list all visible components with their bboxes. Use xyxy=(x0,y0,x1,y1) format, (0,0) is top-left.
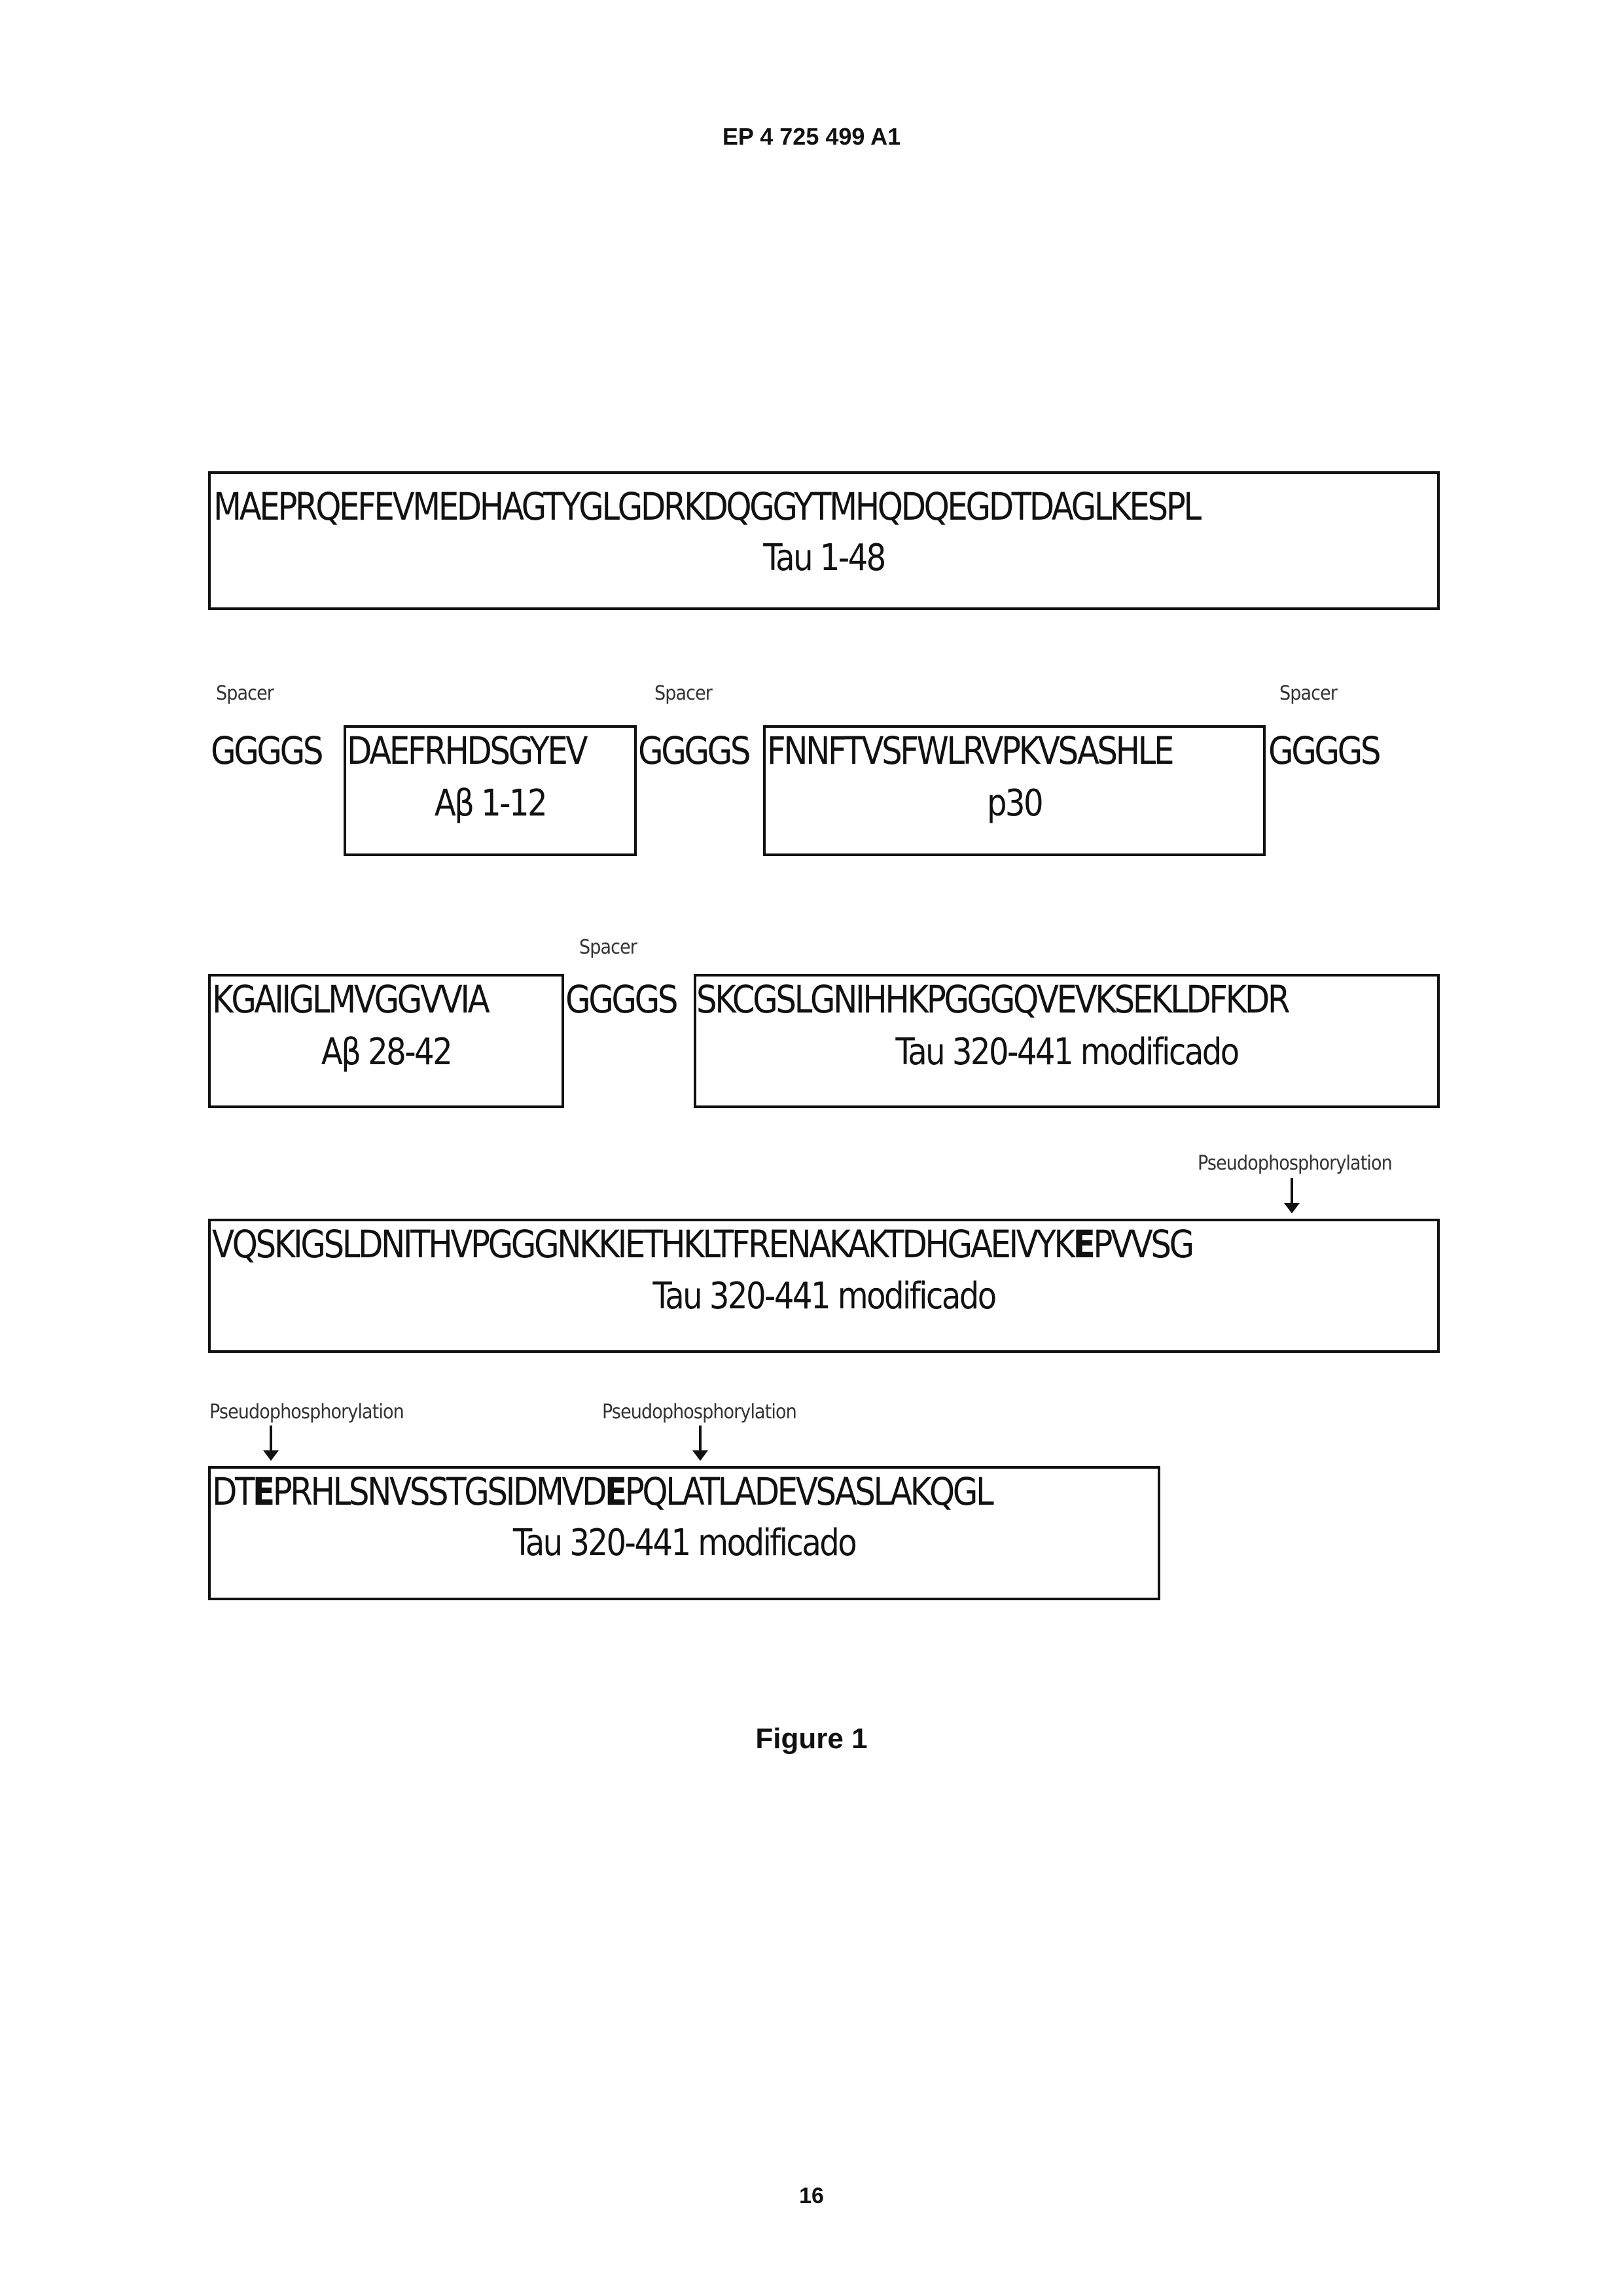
sequence-segment: PQLATLADEVSASLAKQGL xyxy=(624,1469,992,1514)
sequence-segment: DT xyxy=(212,1469,253,1514)
pseudophosphorylation-annotation: Pseudophosphorylation xyxy=(209,1401,404,1424)
sequence-segment: VQSKIGSLDNITHVPGGGNKKIETHKLTFRENAKAKTDHGAEIVYK xyxy=(212,1222,1073,1266)
abeta-1-12-sequence: DAEFRHDSGYEV xyxy=(347,728,586,773)
p30-label: p30 xyxy=(986,782,1043,825)
tau-320-441-label: Tau 320-441 modificado xyxy=(895,1031,1238,1073)
pseudophosphorylated-residue: E xyxy=(253,1469,273,1514)
spacer-label: Spacer xyxy=(1279,682,1337,705)
tau-320-441-label: Tau 320-441 modificado xyxy=(512,1522,856,1564)
spacer-label: Spacer xyxy=(579,936,637,959)
sequence-segment: PVVSG xyxy=(1093,1222,1192,1266)
patent-number: EP 4 725 499 A1 xyxy=(722,123,901,150)
spacer-sequence: GGGGS xyxy=(211,728,322,773)
tau-320-441-sequence xyxy=(212,1469,992,1514)
abeta-28-42-label: Aβ 28-42 xyxy=(321,1031,452,1073)
sequence-segment: PRHLSNVSSTGSIDMVD xyxy=(272,1469,605,1514)
page-number: 16 xyxy=(799,2183,824,2208)
spacer-sequence: GGGGS xyxy=(638,728,749,773)
pseudophosphorylated-residue: E xyxy=(1073,1222,1094,1266)
arrow-down-icon xyxy=(270,1426,272,1453)
tau-1-48-label: Tau 1-48 xyxy=(763,537,885,579)
pseudophosphorylated-residue: E xyxy=(605,1469,625,1514)
abeta-28-42-sequence: KGAIIGLMVGGVVIA xyxy=(212,977,488,1022)
tau-1-48-sequence: MAEPRQEFEVMEDHAGTYGLGDRKDQGGYTMHQDQEGDTDAGLKESPL xyxy=(213,484,1200,529)
tau-320-441-label: Tau 320-441 modificado xyxy=(652,1275,995,1318)
figure-caption: Figure 1 xyxy=(755,1723,868,1755)
arrow-down-icon xyxy=(1291,1178,1293,1206)
spacer-label: Spacer xyxy=(216,682,274,705)
pseudophosphorylation-annotation: Pseudophosphorylation xyxy=(602,1401,796,1424)
spacer-sequence: GGGGS xyxy=(565,977,677,1022)
arrow-down-icon xyxy=(699,1426,702,1453)
spacer-sequence: GGGGS xyxy=(1268,728,1380,773)
tau-320-441-sequence: SKCGSLGNIHHKPGGGQVEVKSEKLDFKDR xyxy=(696,977,1289,1022)
p30-sequence: FNNFTVSFWLRVPKVSASHLE xyxy=(767,728,1173,773)
tau-320-441-sequence xyxy=(212,1222,1192,1266)
abeta-1-12-label: Aβ 1-12 xyxy=(434,782,546,825)
spacer-label: Spacer xyxy=(654,682,712,705)
pseudophosphorylation-annotation: Pseudophosphorylation xyxy=(1198,1152,1392,1175)
